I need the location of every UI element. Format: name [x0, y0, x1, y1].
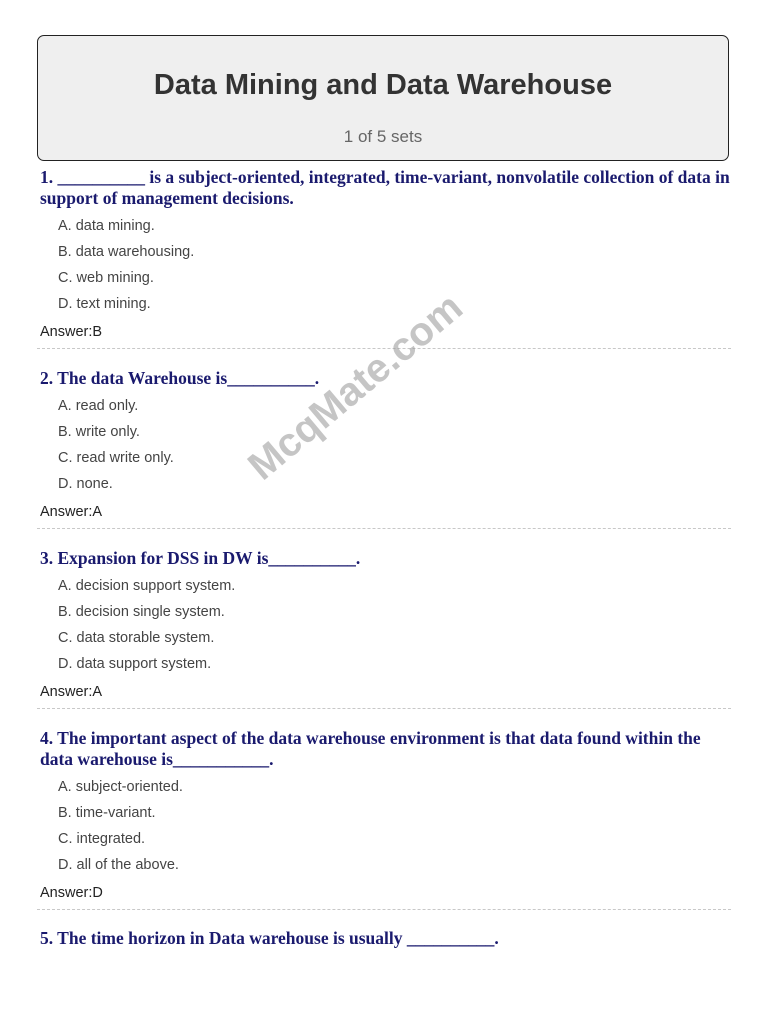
page-title: Data Mining and Data Warehouse — [153, 69, 613, 101]
watermark: McqMate.com — [240, 284, 471, 489]
option-b[interactable]: B. data warehousing. — [58, 244, 195, 260]
option-d[interactable]: D. none. — [58, 476, 113, 492]
divider — [37, 528, 731, 529]
divider — [37, 708, 731, 709]
question-5 — [40, 928, 730, 949]
option-d[interactable]: D. all of the above. — [58, 857, 179, 873]
answer-label: Answer:A — [40, 504, 103, 520]
question-text: 1. __________ is a subject-oriented, integrated, time-variant, nonvolatile collection of data in support of management decisions. — [40, 167, 730, 208]
divider — [37, 348, 731, 349]
option-d[interactable]: D. data support system. — [58, 656, 212, 672]
option-d[interactable]: D. text mining. — [58, 296, 151, 312]
option-a[interactable]: A. decision support system. — [58, 578, 236, 594]
option-list — [40, 393, 730, 497]
option-c[interactable]: C. read write only. — [58, 450, 174, 466]
question-2 — [40, 368, 730, 521]
option-c[interactable]: C. data storable system. — [58, 630, 215, 646]
question-3 — [40, 548, 730, 701]
divider — [37, 909, 731, 910]
question-text: 2. The data Warehouse is__________. — [40, 368, 320, 388]
option-c[interactable]: C. integrated. — [58, 831, 146, 847]
option-a[interactable]: A. subject-oriented. — [58, 779, 183, 795]
question-text: 3. Expansion for DSS in DW is__________. — [40, 548, 361, 568]
question-text: 5. The time horizon in Data warehouse is usually __________. — [40, 928, 499, 948]
page-subtitle: 1 of 5 sets — [343, 127, 423, 146]
answer-label: Answer:D — [40, 885, 103, 901]
option-list — [40, 573, 730, 677]
option-a[interactable]: A. read only. — [58, 398, 139, 414]
option-b[interactable]: B. write only. — [58, 424, 140, 440]
question-text: 4. The important aspect of the data warehouse environment is that data found within the data warehouse is___________. — [40, 728, 701, 769]
question-4 — [40, 728, 730, 902]
option-b[interactable]: B. time-variant. — [58, 805, 156, 821]
option-b[interactable]: B. decision single system. — [58, 604, 225, 620]
answer-label: Answer:A — [40, 684, 103, 700]
answer-label: Answer:B — [40, 324, 103, 340]
option-list — [40, 774, 730, 878]
option-list — [40, 213, 730, 317]
option-a[interactable]: A. data mining. — [58, 218, 155, 234]
option-c[interactable]: C. web mining. — [58, 270, 154, 286]
header-box — [37, 35, 729, 161]
question-1 — [40, 167, 730, 341]
